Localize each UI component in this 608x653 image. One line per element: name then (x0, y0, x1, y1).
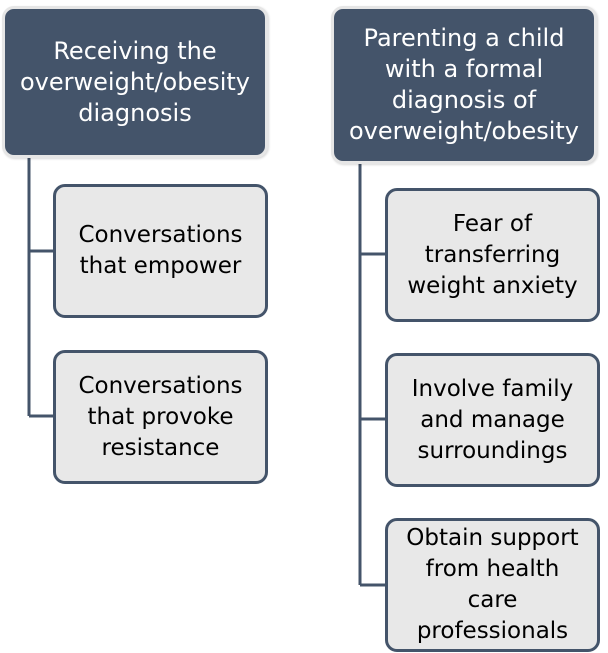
subtheme-box-conversations-resistance (53, 350, 268, 484)
subtheme-box-conversations-empower (53, 184, 268, 318)
subtheme-label: Obtain support from health care professionals (406, 525, 579, 644)
subtheme-box-fear-weight-anxiety (385, 188, 600, 322)
subtheme-box-involve-family (385, 353, 600, 487)
subtheme-label: Fear of transferring weight anxiety (407, 210, 578, 299)
theme-box-receiving-diagnosis (2, 6, 268, 158)
theme-box-parenting-child (331, 6, 597, 164)
theme-title: Receiving the overweight/obesity diagnosis (20, 36, 250, 127)
subtheme-box-obtain-support (385, 518, 600, 652)
theme-title: Parenting a child with a formal diagnosis of overweight/obesity (349, 24, 579, 145)
subtheme-label: Conversations that provoke resistance (78, 372, 243, 461)
subtheme-label: Involve family and manage surroundings (411, 375, 574, 464)
subtheme-label: Conversations that empower (78, 222, 243, 279)
